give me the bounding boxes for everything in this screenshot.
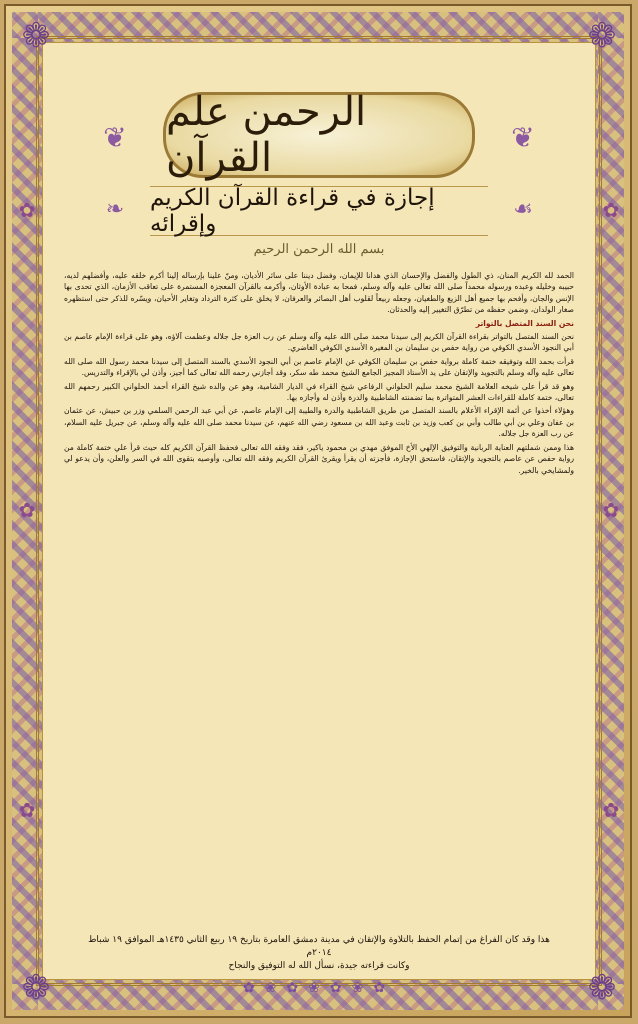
certificate-body <box>64 270 574 930</box>
paragraph: هذا وممن شملتهم العناية الربانية والتوفيق الإلهي الأخ الموفق مهدي بن محمود ياكير، فقد وفقه الله تعالى فحفظ القرآن الكريم كله حيث قرأ علي ختمة كاملة من رواية حفص عن عاصم بالتجويد والإتقان، فاستحق الإجازة، فأجزته أن يقرأ ويقرئ القرآن الكريم وفقه الله تعالى، وأوصيه بتقوى الله في السر والعلن، وأن يدعو لي ولمشايخي بالخير. <box>64 442 574 475</box>
title-banner <box>163 89 475 181</box>
corner-ornament-icon: ❁ <box>587 16 617 56</box>
paragraph: وهو قد قرأ على شيخه العلامة الشيخ محمد سليم الحلواني الرفاعي شيخ القراء في الديار الشامية، وهو عن والده شيخ القراء أحمد الحلواني الكبير رحمهم الله تعالى، ختمة كاملة للقراءات العشر المتواترة بما تضمنته الشاطبية والدرة وأذن له وأجازه بها. <box>64 381 574 403</box>
side-flower-icon: ✿ <box>602 798 620 822</box>
closing-line: وكانت قراءته جيدة، نسأل الله له التوفيق والنجاح <box>228 961 410 971</box>
paragraph: الحمد لله الكريم المنان، ذي الطول والفضل والإحسان الذي هدانا للإيمان، وفضل ديننا على سائر الأديان، ومنّ علينا بإرساله إلينا أكرم خلقه عليه، وأفضلهم لديه، حبيبه وخليله وعبده ورسوله محمداً صلى الله تعالى عليه وآله وسلم، فمحا به عبادة الأوثان، وأكرمه بالقرآن المعجزة المستمرة على تعاقب الأزمان، الذي تحدى بها الإنس والجان، وأفحم بها جميع أهل الزيغ والطغيان، وجعله ربيعاً لقلوب أهل البصائر والعرفان، لا يخلق على كثرة الترداد وتغاير الأحيان، ويسّره للذكر حتى استظهره صغار الولدان، وضمن حفظه من تطرّق التغيير إليه والحدثان. <box>64 271 574 315</box>
highlighted-phrase: نحن السند المتصل بالتواتر <box>475 318 574 328</box>
bottom-flower-row: ✿❀✿❀✿❀✿ <box>242 980 396 996</box>
basmala: بسم الله الرحمن الرحيم <box>253 242 385 257</box>
side-flower-icon: ✿ <box>18 798 36 822</box>
closing-block <box>88 934 550 972</box>
subtitle-ornament-icon: ☙ <box>513 197 533 222</box>
side-flower-icon: ✿ <box>602 498 620 522</box>
corner-ornament-icon: ❁ <box>587 968 617 1008</box>
side-flower-icon: ✿ <box>18 198 36 222</box>
corner-ornament-icon: ❁ <box>21 16 51 56</box>
corner-ornament-icon: ❁ <box>21 968 51 1008</box>
side-flower-icon: ✿ <box>602 198 620 222</box>
page-title: الرحمن علم القرآن <box>166 89 367 181</box>
title-wing-ornament-icon: ❦ <box>511 121 535 154</box>
title-wing-ornament-icon: ❦ <box>103 121 127 154</box>
paragraph <box>64 318 574 329</box>
paragraph: نحن السند المتصل بالتواتر بقراءة القرآن الكريم إلى سيدنا محمد صلى الله عليه وآله وسلم عن رب العزة جل جلاله وعظمت آلاؤه، وهو على قراءة الإمام عاصم بن أبي النجود الأسدي الكوفي من رواية حفص بن سليمان بن المغيرة الأسدي الكوفي الغاضري. <box>64 332 574 353</box>
paragraph: قرأت بحمد الله وتوفيقه ختمة كاملة برواية حفص بن سليمان الكوفي عن الإمام عاصم بن أبي النجود الأسدي بالسند المتصل إلى سيدنا محمد رسول الله صلى الله تعالى عليه وآله وسلم بالتجويد والإتقان على يد الأستاذ المجيز الجامع الشيخ محمد طه سكر، وقد أجازني رحمه الله تعالى كما أجيز، وأذن لي بالإقراء والتدريس. <box>64 356 574 378</box>
subtitle-ornament-icon: ❧ <box>105 197 125 222</box>
paragraph: وهؤلاء أخذوا عن أئمة الإقراء الأعلام بالسند المتصل من طريق الشاطبية والدرة والطيبة إلى الإمام عاصم، عن أبي عبد الرحمن السلمي وزر بن حبيش، عن عثمان بن عفان وعلي بن أبي طالب وأبي بن كعب وزيد بن ثابت وعبد الله بن مسعود رضي الله عنهم، عن سيدنا محمد صلى الله عليه وآله وسلم، عن جبريل عليه السلام، عن رب العزة جل جلاله. <box>64 406 574 439</box>
side-flower-icon: ✿ <box>18 498 36 522</box>
closing-line: هذا وقد كان الفراغ من إتمام الحفظ بالتلاوة والإتقان في مدينة دمشق العامرة بتاريخ ١٩ ربيع الثاني ١٤٣٥هـ الموافق ١٩ شباط ٢٠١٤م <box>88 935 550 958</box>
subtitle-text: إجازة في قراءة القرآن الكريم وإقرائه <box>150 185 435 237</box>
certificate-subtitle <box>150 186 488 236</box>
